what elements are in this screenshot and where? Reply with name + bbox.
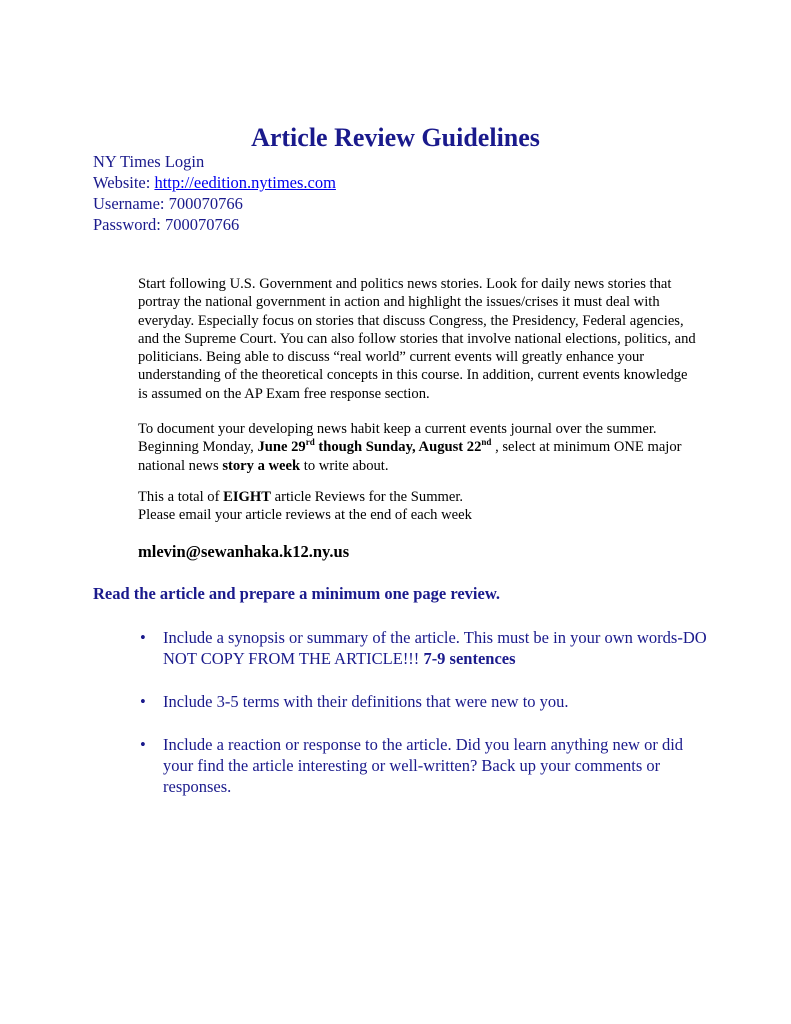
list-item [138, 734, 708, 797]
journal-text-3: to write about. [300, 457, 389, 474]
login-info [93, 151, 336, 235]
intro-paragraph: Start following U.S. Government and politics news stories. Look for daily news stories that portray the national government in action and highlight the issues/crises it must deal with everyday. Especially focus on stories that discuss Congress, the Presidency, Federal agencies, and the Supreme Court. You can also follow stories that involve national elections, politics, and politicians. Being able to discuss “real world” current events will greatly enhance your understanding of the theoretical concepts in this course. In addition, current events knowledge is assumed on the AP Exam free response section. [138, 276, 696, 402]
username-line: Username: 700070766 [93, 194, 243, 213]
bullet-icon: • [140, 735, 146, 754]
list-item-bold: 7-9 sentences [423, 649, 516, 668]
email-address[interactable]: mlevin@sewanhaka.k12.ny.us [138, 542, 350, 561]
start-date-text: June 29 [257, 439, 306, 456]
story-a-week: story a week [222, 457, 301, 474]
journal-paragraph [138, 420, 698, 475]
end-date-text: though Sunday, August 22 [314, 439, 482, 456]
page-title: Article Review Guidelines [251, 123, 540, 152]
total-line [138, 488, 698, 506]
requirements-list [138, 627, 708, 819]
list-item [138, 691, 708, 712]
website-link[interactable]: http://eedition.nytimes.com [154, 173, 336, 192]
journal-text-1: To document your developing news habit keep a current events journal over the summer. Beginning Monday, [138, 421, 657, 456]
website-line [93, 172, 336, 193]
journal-text-2: , select at minimum ONE major national news [138, 439, 682, 474]
list-item-text: Include 3-5 terms with their definitions that were new to you. [163, 692, 569, 711]
bullet-icon: • [140, 628, 146, 647]
total-count: EIGHT [223, 489, 271, 505]
list-item-text: Include a reaction or response to the article. Did you learn anything new or did your find the article interesting or well-written? Back up your comments or responses. [163, 735, 684, 796]
end-date-sup: nd [481, 437, 492, 448]
list-item [138, 627, 708, 669]
login-heading: NY Times Login [93, 152, 205, 171]
list-item-text: Include a synopsis or summary of the article. This must be in your own words-DO NOT COPY FROM THE ARTICLE!!! [163, 628, 707, 668]
website-label: Website: [93, 173, 155, 192]
total-paragraph [138, 488, 698, 525]
email-instruction: Please email your article reviews at the end of each week [138, 507, 472, 524]
bullet-icon: • [140, 692, 146, 711]
start-date-sup: rd [305, 437, 315, 448]
total-text-a: This a total of [138, 489, 224, 505]
password-line: Password: 700070766 [93, 215, 240, 234]
total-text-b: article Reviews for the Summer. [270, 489, 464, 505]
start-date [257, 439, 491, 455]
review-instruction: Read the article and prepare a minimum one page review. [93, 584, 500, 603]
